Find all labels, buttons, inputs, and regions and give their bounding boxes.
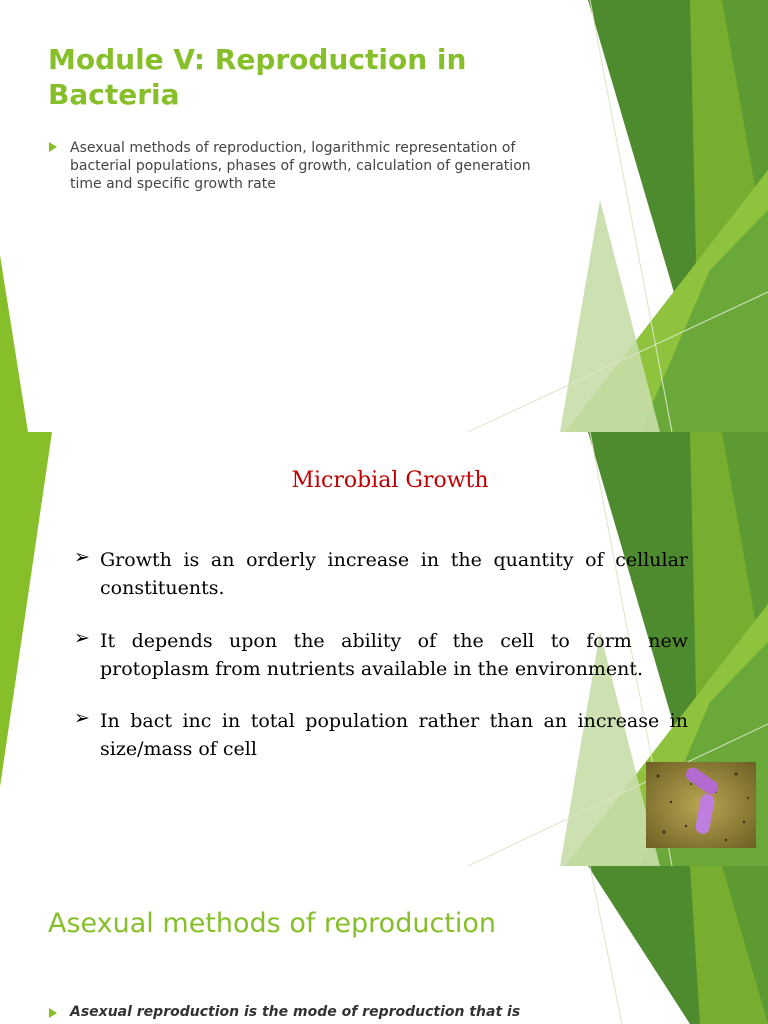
green-triangle-bullet-icon [49, 1008, 57, 1018]
slide-bullet-text: Asexual methods of reproduction, logarithmic representation of bacterial populations, phases of growth, calculation of generation time and specific growth rate [70, 140, 531, 192]
slide-title: Module V: Reproduction in Bacteria [48, 43, 467, 111]
green-triangle-bullet-icon [49, 142, 57, 152]
slide-decoration [0, 866, 768, 1024]
slide-2 [0, 432, 768, 866]
bullet-population: In bact inc in total population rather than an increase in size/mass of cell [100, 710, 688, 760]
slide-title: Asexual methods of reproduction [48, 908, 497, 939]
bacteria-micrograph-image [646, 762, 756, 848]
arrow-bullet-icon: ➢ [74, 546, 90, 568]
slide-1 [0, 0, 768, 432]
slide-title: Microbial Growth [291, 468, 489, 493]
slide-3 [0, 866, 768, 1024]
arrow-bullet-icon: ➢ [74, 707, 90, 729]
bullet-protoplasm: It depends upon the ability of the cell to form new protoplasm from nutrients available in the environment. [100, 630, 688, 680]
bullet-growth-definition: Growth is an orderly increase in the quantity of cellular constituents. [100, 549, 688, 599]
arrow-bullet-icon: ➢ [74, 627, 90, 649]
slide-bullet-text: Asexual reproduction is the mode of reproduction that is [70, 1004, 521, 1020]
